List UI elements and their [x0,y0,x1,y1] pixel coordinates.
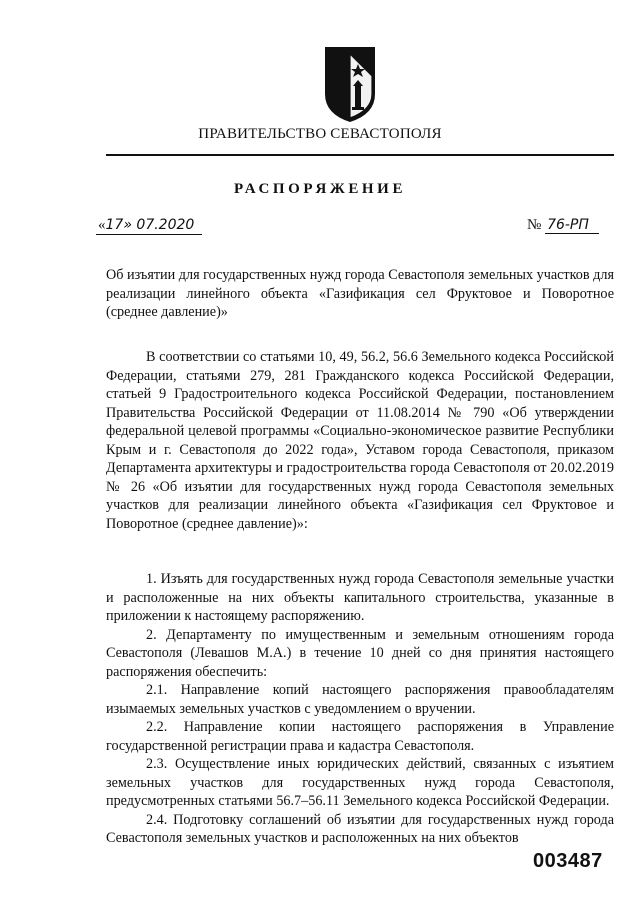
header-divider [106,154,614,156]
sheet-serial-number: 003487 [533,850,603,872]
sevastopol-coat-of-arms-icon [322,44,378,124]
order-item-2: 2. Департаменту по имущественным и земельным отношениям города Севастополя (Левашов М.А.) в течение 10 дней со дня принятия настоящего распоряжения обеспечить: [106,626,614,680]
handwritten-day: 17 [105,217,124,233]
order-item-2-2: 2.2. Направление копии настоящего распоряжения в Управление государственной регистрации права и кадастра Севастополя. [106,719,614,754]
order-items [106,570,614,848]
number-prefix: № [527,217,542,233]
government-title: ПРАВИТЕЛЬСТВО СЕВАСТОПОЛЯ [198,126,442,142]
date-field: «17» 07.2020 [96,217,202,235]
order-item-2-3: 2.3. Осуществление иных юридических действий, связанных с изъятием земельных участков для государственных нужд города Севастополя, предусмотренных статьями 56.7–56.11 Земельного кодекса Российской Федерации. [106,756,614,809]
order-item-2-4: 2.4. Подготовку соглашений об изъятии для государственных нужд города Севастополя земельных участков и расположенных на них объектов [106,811,614,846]
handwritten-month-year: » 07.2020 [123,217,195,233]
order-item-1: 1. Изъять для государственных нужд города Севастополя земельные участки и расположенные на них объекты капитального строительства, указанные в приложении к настоящему распоряжению. [106,571,614,624]
handwritten-number: 76-РП [545,217,599,234]
document-date [96,217,202,235]
order-item-2-1: 2.1. Направление копий настоящего распоряжения правообладателям изымаемых земельных участков с уведомлением о вручении. [106,682,614,717]
document-type: РАСПОРЯЖЕНИЕ [233,181,407,197]
document-subject: Об изъятии для государственных нужд города Севастополя земельных участков для реализации линейного объекта «Газификация сел Фруктовое и Поворотное (среднее давление)» [106,267,614,320]
preamble [106,348,614,533]
preamble-text: В соответствии со статьями 10, 49, 56.2, 56.6 Земельного кодекса Российской Федерации, статьями 279, 281 Гражданского кодекса Российской Федерации, статьей 9 Градостроительного кодекса Российской Федерации, постановлением Правительства Российской Федерации от 11.08.2014 № 790 «Об утверждении федеральной целевой программы «Социально-экономическое развитие Республики Крым и г. Севастополя до 2022 года», Уставом города Севастополя, приказом Департамента архитектуры и градостроительства города Севастополя от 20.02.2019 № 26 «Об изъятии для государственных нужд города Севастополя земельных участков для реализации линейного объекта «Газификация сел Фруктовое и Поворотное (среднее давление)»: [106,349,614,532]
document-number [527,217,599,234]
